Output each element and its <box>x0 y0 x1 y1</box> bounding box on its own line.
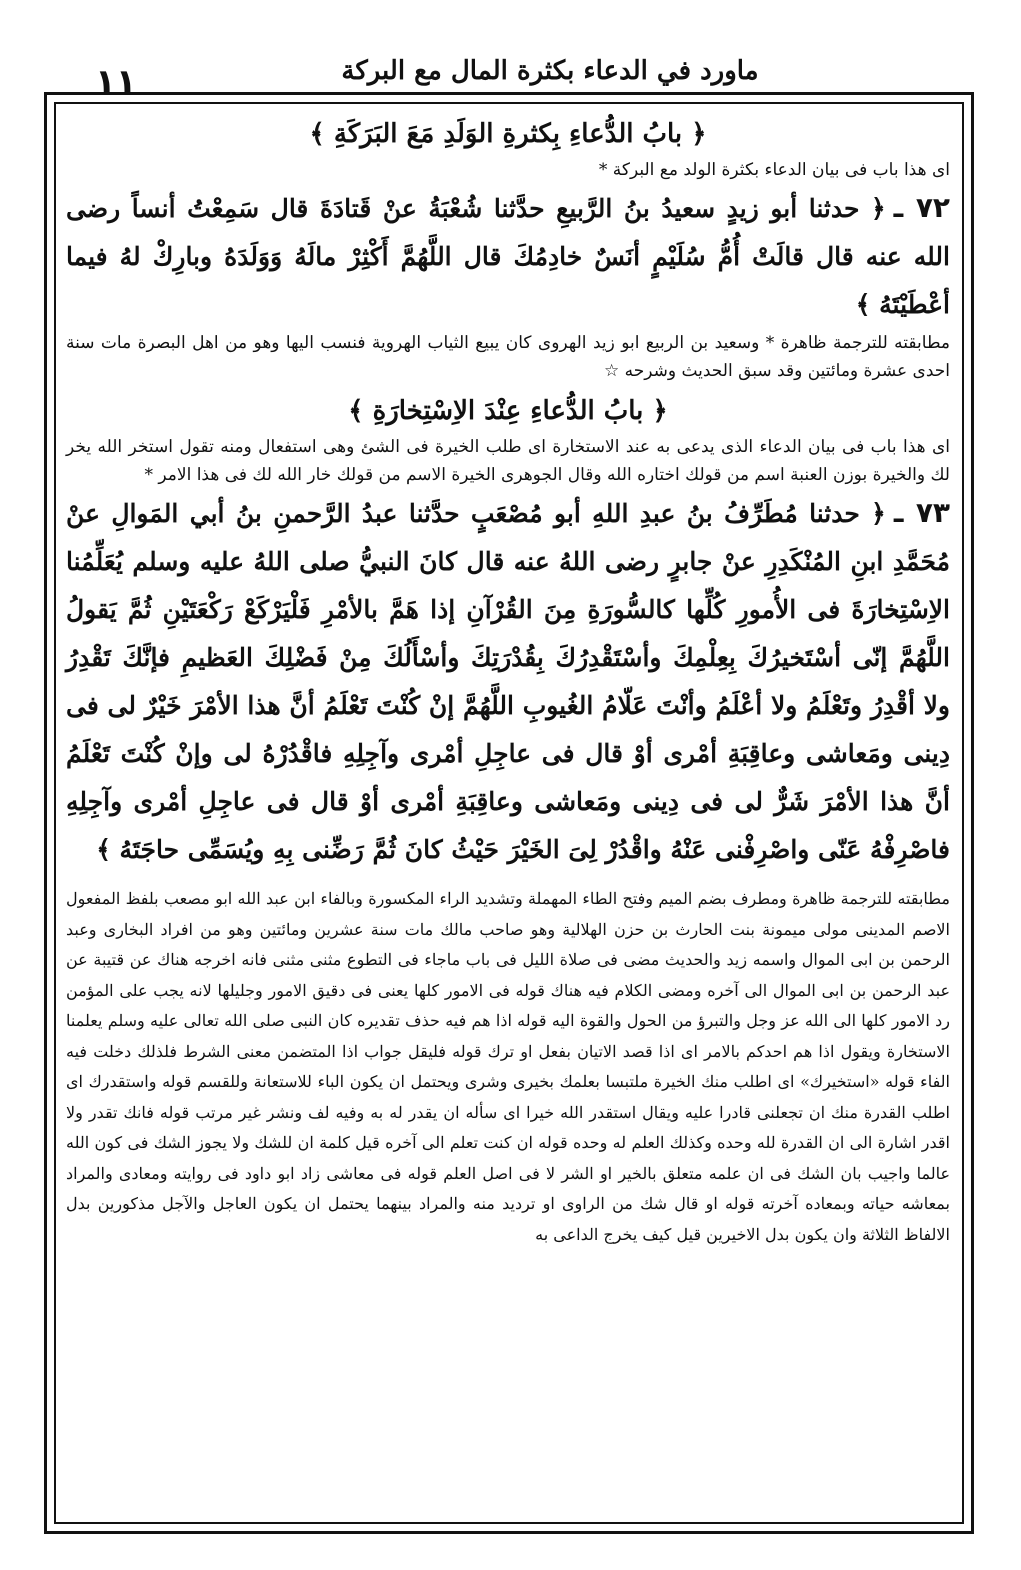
running-head: ماورد في الدعاء بكثرة المال مع البركة <box>341 56 759 86</box>
page-content <box>66 112 950 1250</box>
chapter-heading-1: ﴿ بابُ الدُّعاءِ بِكثرةِ الوَلَدِ مَعَ البَرَكَةِ ﴾ <box>309 119 707 149</box>
hadith-number: ٧٢ ـ <box>893 191 951 224</box>
commentary-1: مطابقته للترجمة ظاهرة * وسعيد بن الربيع ابو زيد الهروى كان يبيع الثياب الهروية فنسب اليها وهو من اهل البصرة مات سنة احدى عشرة ومائتين وقد سبق الحديث وشرحه ☆ <box>66 333 950 381</box>
hadith-text: ﴿ حدثنا مُطَرِّفُ بنُ عبدِ اللهِ أبو مُصْعَبٍ حدَّثنا عبدُ الرَّحمنِ بنُ أبي المَوالِ عنْ مُحَمَّدِ ابنِ المُنْكَدِرِ عنْ جابرٍ رضى اللهُ عنه قال كانَ النبيُّ صلى اللهُ عليه وسلم يُعَلِّمُنا الاِسْتِخارَةَ فى الأُمورِ كُلِّها كالسُّورَةِ مِنَ القُرْآنِ إذا هَمَّ بالأمْرِ فَلْيَرْكَعْ رَكْعَتَيْنِ ثُمَّ يَقولُ اللَّهُمَّ إنّى أسْتَخيرُكَ بِعِلْمِكَ وأسْتَقْدِرُكَ بِقُدْرَتِكَ وأسْأَلُكَ مِنْ فَضْلِكَ العَظيمِ فإنَّكَ تَقْدِرُ ولا أقْدِرُ وتَعْلَمُ ولا أعْلَمُ وأنْتَ عَلّامُ الغُيوبِ اللَّهُمَّ إنْ كُنْتَ تَعْلَمُ أنَّ هذا الأمْرَ خَيْرٌ لى فى دِينى ومَعاشى وعاقِبَةِ أمْرى أوْ قال فى عاجِلِ أمْرى وآجِلِهِ فاقْدُرْهُ لى وإنْ كُنْتَ تَعْلَمُ أنَّ هذا الأمْرَ شَرٌّ لى فى دِينى ومَعاشى وعاقِبَةِ أمْرى أوْ قال فى عاجِلِ أمْرى وآجِلِهِ فاصْرِفْهُ عَنّى واصْرِفْنى عَنْهُ واقْدُرْ لِىَ الخَيْرَ حَيْثُ كانَ ثُمَّ رَضِّنى بِهِ ويُسَمِّى حاجَتَهُ ﴾ <box>66 499 950 864</box>
hadith-72 <box>66 184 950 329</box>
chapter-heading-2: ﴿ بابُ الدُّعاءِ عِنْدَ الاِسْتِخارَةِ ﴾ <box>348 396 668 426</box>
hadith-73 <box>66 489 950 874</box>
hadith-text: ﴿ حدثنا أبو زيدٍ سعيدُ بنُ الرَّبيعِ حدَّثنا شُعْبَةُ عنْ قَتادَةَ قال سَمِعْتُ أنساً رضى الله عنه قال قالَتْ أُمُّ سُلَيْمٍ أنَسٌ خادِمُكَ قال اللَّهُمَّ أَكْثِرْ مالَهُ وَوَلَدَهُ وبارِكْ لهُ فيما أعْطَيْتَهُ ﴾ <box>66 194 950 319</box>
chapter-explanation-1: اى هذا باب فى بيان الدعاء بكثرة الولد مع البركة * <box>598 160 950 180</box>
chapter-explanation-2: اى هذا باب فى بيان الدعاء الذى يدعى به عند الاستخارة اى طلب الخيرة فى الشئ وهى استفعال ومنه تقول استخر الله يخر لك والخيرة بوزن العنبة اسم من قولك اختاره الله وقال الجوهرى الخيرة الاسم من قولك خار الله لك فى هذا الامر * <box>66 437 950 485</box>
page-number: ١١ <box>95 62 137 102</box>
commentary-2: مطابقته للترجمة ظاهرة ومطرف بضم الميم وفتح الطاء المهملة وتشديد الراء المكسورة وبالفاء ابن عبد الله ابو مصعب بلفظ المفعول الاصم المدينى مولى ميمونة بنت الحارث بن حزن الهلالية وهو صاحب مالك مات سنة عشرين ومائتين وهو من افراد البخارى وعبد الرحمن بن ابى الموال واسمه زيد والحديث مضى فى صلاة الليل فى باب ماجاء فى التطوع مثنى مثنى فانه اخرجه هناك عن قتيبة عن عبد الرحمن بن ابى الموال الى آخره ومضى الكلام فيه هناك قوله فى الامور كلها يعنى فى دقيق الامور وجليلها لانه يجب على المؤمن رد الامور كلها الى الله عز وجل والتبرؤ من الحول والقوة اليه قوله اذا هم فيه حذف تقديره كان النبى صلى الله تعالى عليه وسلم يعلمنا الاستخارة ويقول اذا هم احدكم بالامر اى اذا قصد الاتيان بفعل او ترك قوله فليقل جواب اذا المتضمن معنى الشرط فلذلك دخلت فيه الفاء قوله «استخيرك» اى اطلب منك الخيرة ملتبسا بعلمك بخيرى وشرى ويحتمل ان يكون الباء للاستعانة وللقسم قوله واستقدرك اى اطلب القدرة منك ان تجعلنى قادرا عليه ويقال استقدر الله خيرا اى سأله ان يقدر له به وفيه لف ونشر غير مرتب قوله فانك تقدر ولا اقدر اشارة الى ان القدرة لله وحده وكذلك العلم له وحده قوله ان كنت تعلم الى آخره قيل كلمة ان للشك ولا يجوز الشك فى كون الله عالما واجيب بان الشك فى ان علمه متعلق بالخير او الشر لا فى اصل العلم قوله فى معاشى زاد ابو داود فى روايته ومعادى والمراد بمعاشه حياته وبمعاده آخرته قوله او قال شك من الراوى او ترديد منه والمراد بينهما يحتمل ان يكون العاجل والآجل مذكورين بدل الالفاظ الثلاثة وان يكون بدل الاخيرين قيل كيف يخرج الداعى به <box>66 889 951 1244</box>
hadith-number: ٧٣ ـ <box>893 496 950 529</box>
